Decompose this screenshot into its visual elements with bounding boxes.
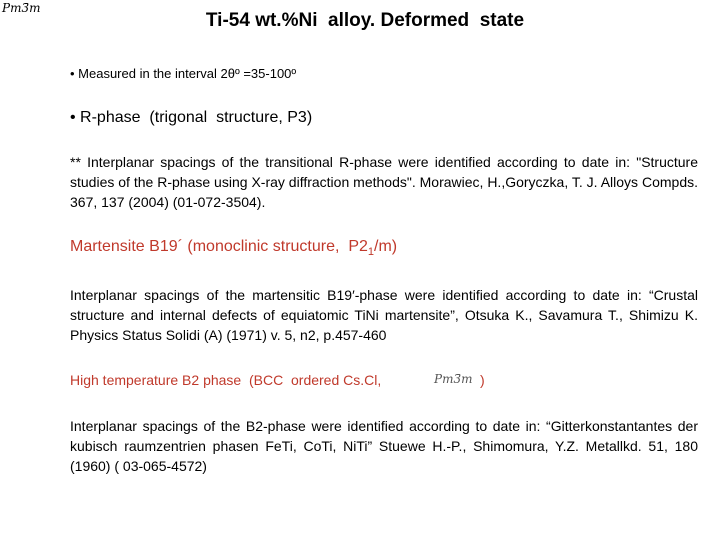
b2-heading-close-paren: ): [480, 372, 485, 388]
slide-title: Ti-54 wt.%Ni alloy. Deformed state: [205, 10, 525, 31]
martensite-heading: [70, 238, 397, 258]
r-phase-paragraph: ** Interplanar spacings of the transitional R-phase were identified according to date in: "Structure studies of the R-phase using X-ray diffraction methods". Morawiec, H.,Goryczka, T. J. Alloys Compds. 367, 137 (2004) (01-072-3504).: [70, 154, 698, 210]
space-group-symbol: Pm3̄m: [2, 1, 41, 15]
r-phase-heading: • R-phase (trigonal structure, P3): [70, 109, 313, 126]
martensite-heading-subscript: 1: [367, 246, 375, 259]
b2-phase-paragraph: Interplanar spacings of the B2-phase were identified according to date in: “Gitterkonstantantes der kubisch raumzentrien phasen FeTi, CoTi, NiTi” Stuewe H.-P., Shimomura, Y.Z. Metallkd. 51, 180 (1960) ( 03-065-4572): [70, 418, 698, 474]
martensite-heading-suffix: /m): [374, 238, 398, 255]
martensite-paragraph: Interplanar spacings of the martensitic B19′-phase were identified according to date in: “Crustal structure and internal defects of equiatomic TiNi martensite”, Otsuka K., Savamura T., Shimizu K. Physics Status Solidi (A) (1971) v. 5, n2, p.457-460: [70, 287, 698, 343]
b2-phase-heading: High temperature B2 phase (BCC ordered Cs.Cl,: [70, 372, 382, 388]
martensite-heading-prefix: Martensite B19´ (monoclinic structure, P2: [70, 238, 368, 255]
measured-interval-note: • Measured in the interval 2θº =35-100º: [70, 66, 297, 81]
b2-space-group-symbol: Pm3̄m: [434, 372, 473, 386]
